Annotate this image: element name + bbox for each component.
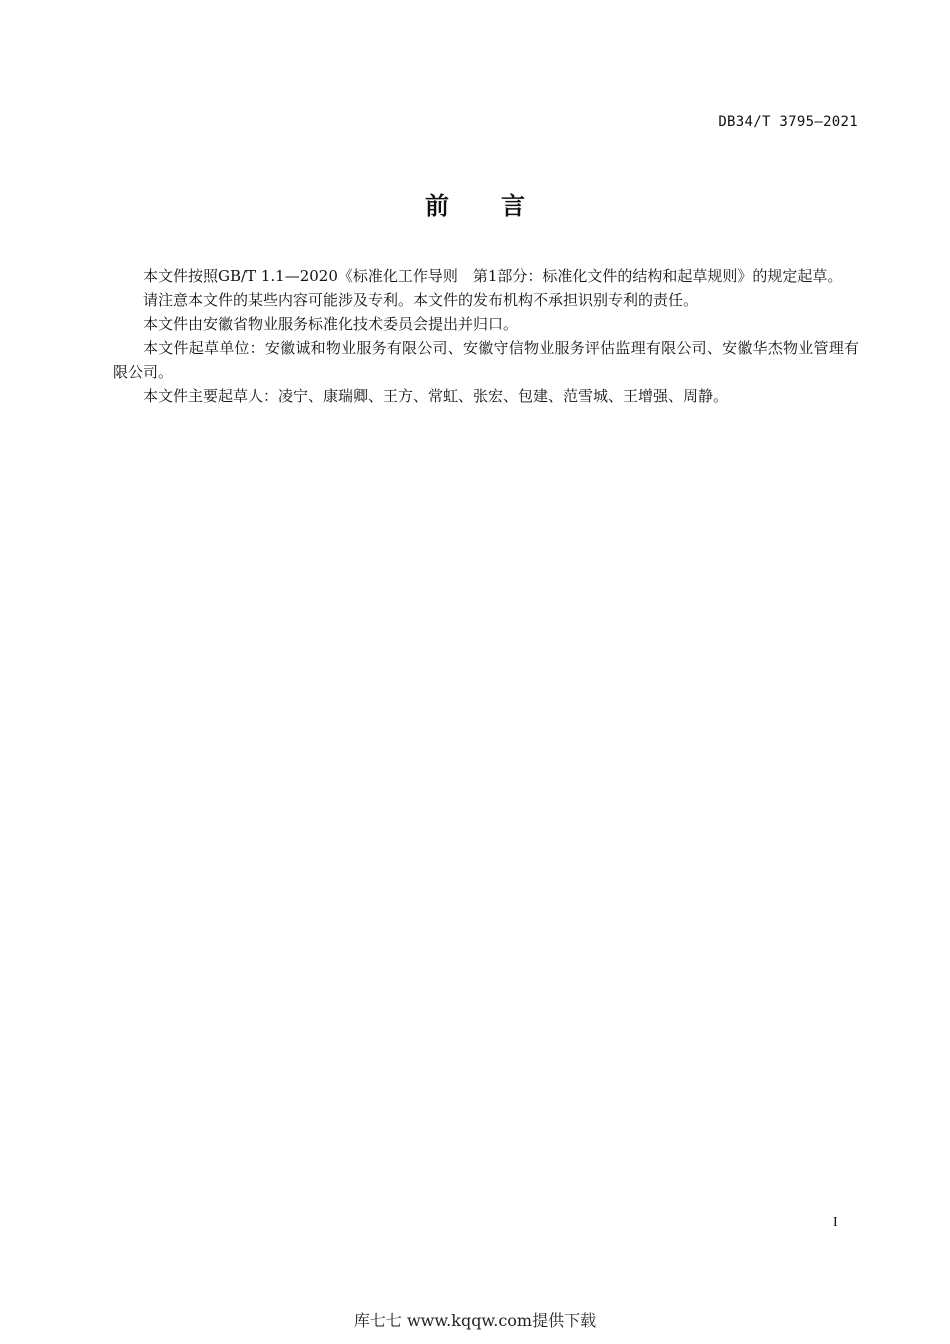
document-code: DB34/T 3795—2021: [718, 114, 858, 130]
paragraph-drafters: 本文件主要起草人：凌宁、康瑞卿、王方、常虹、张宏、包建、范雪城、王增强、周静。: [143, 387, 729, 405]
page-title: 前言: [425, 192, 577, 220]
paragraph-drafting-basis: 本文件按照GB/T 1.1—2020《标准化工作导则 第1部分：标准化文件的结构和起草规则》的规定起草。: [143, 267, 843, 285]
page-number: I: [833, 1215, 838, 1230]
preface-body: [113, 264, 859, 408]
paragraph-proposer: 本文件由安徽省物业服务标准化技术委员会提出并归口。: [143, 315, 519, 333]
paragraph-patent-notice: 请注意本文件的某些内容可能涉及专利。本文件的发布机构不承担识别专利的责任。: [143, 291, 699, 309]
footer-watermark: 库七七 www.kqqw.com提供下载: [353, 1311, 597, 1330]
paragraph-drafting-units: 本文件起草单位：安徽诚和物业服务有限公司、安徽守信物业服务评估监理有限公司、安徽华杰物业管理有限公司。: [113, 339, 859, 381]
